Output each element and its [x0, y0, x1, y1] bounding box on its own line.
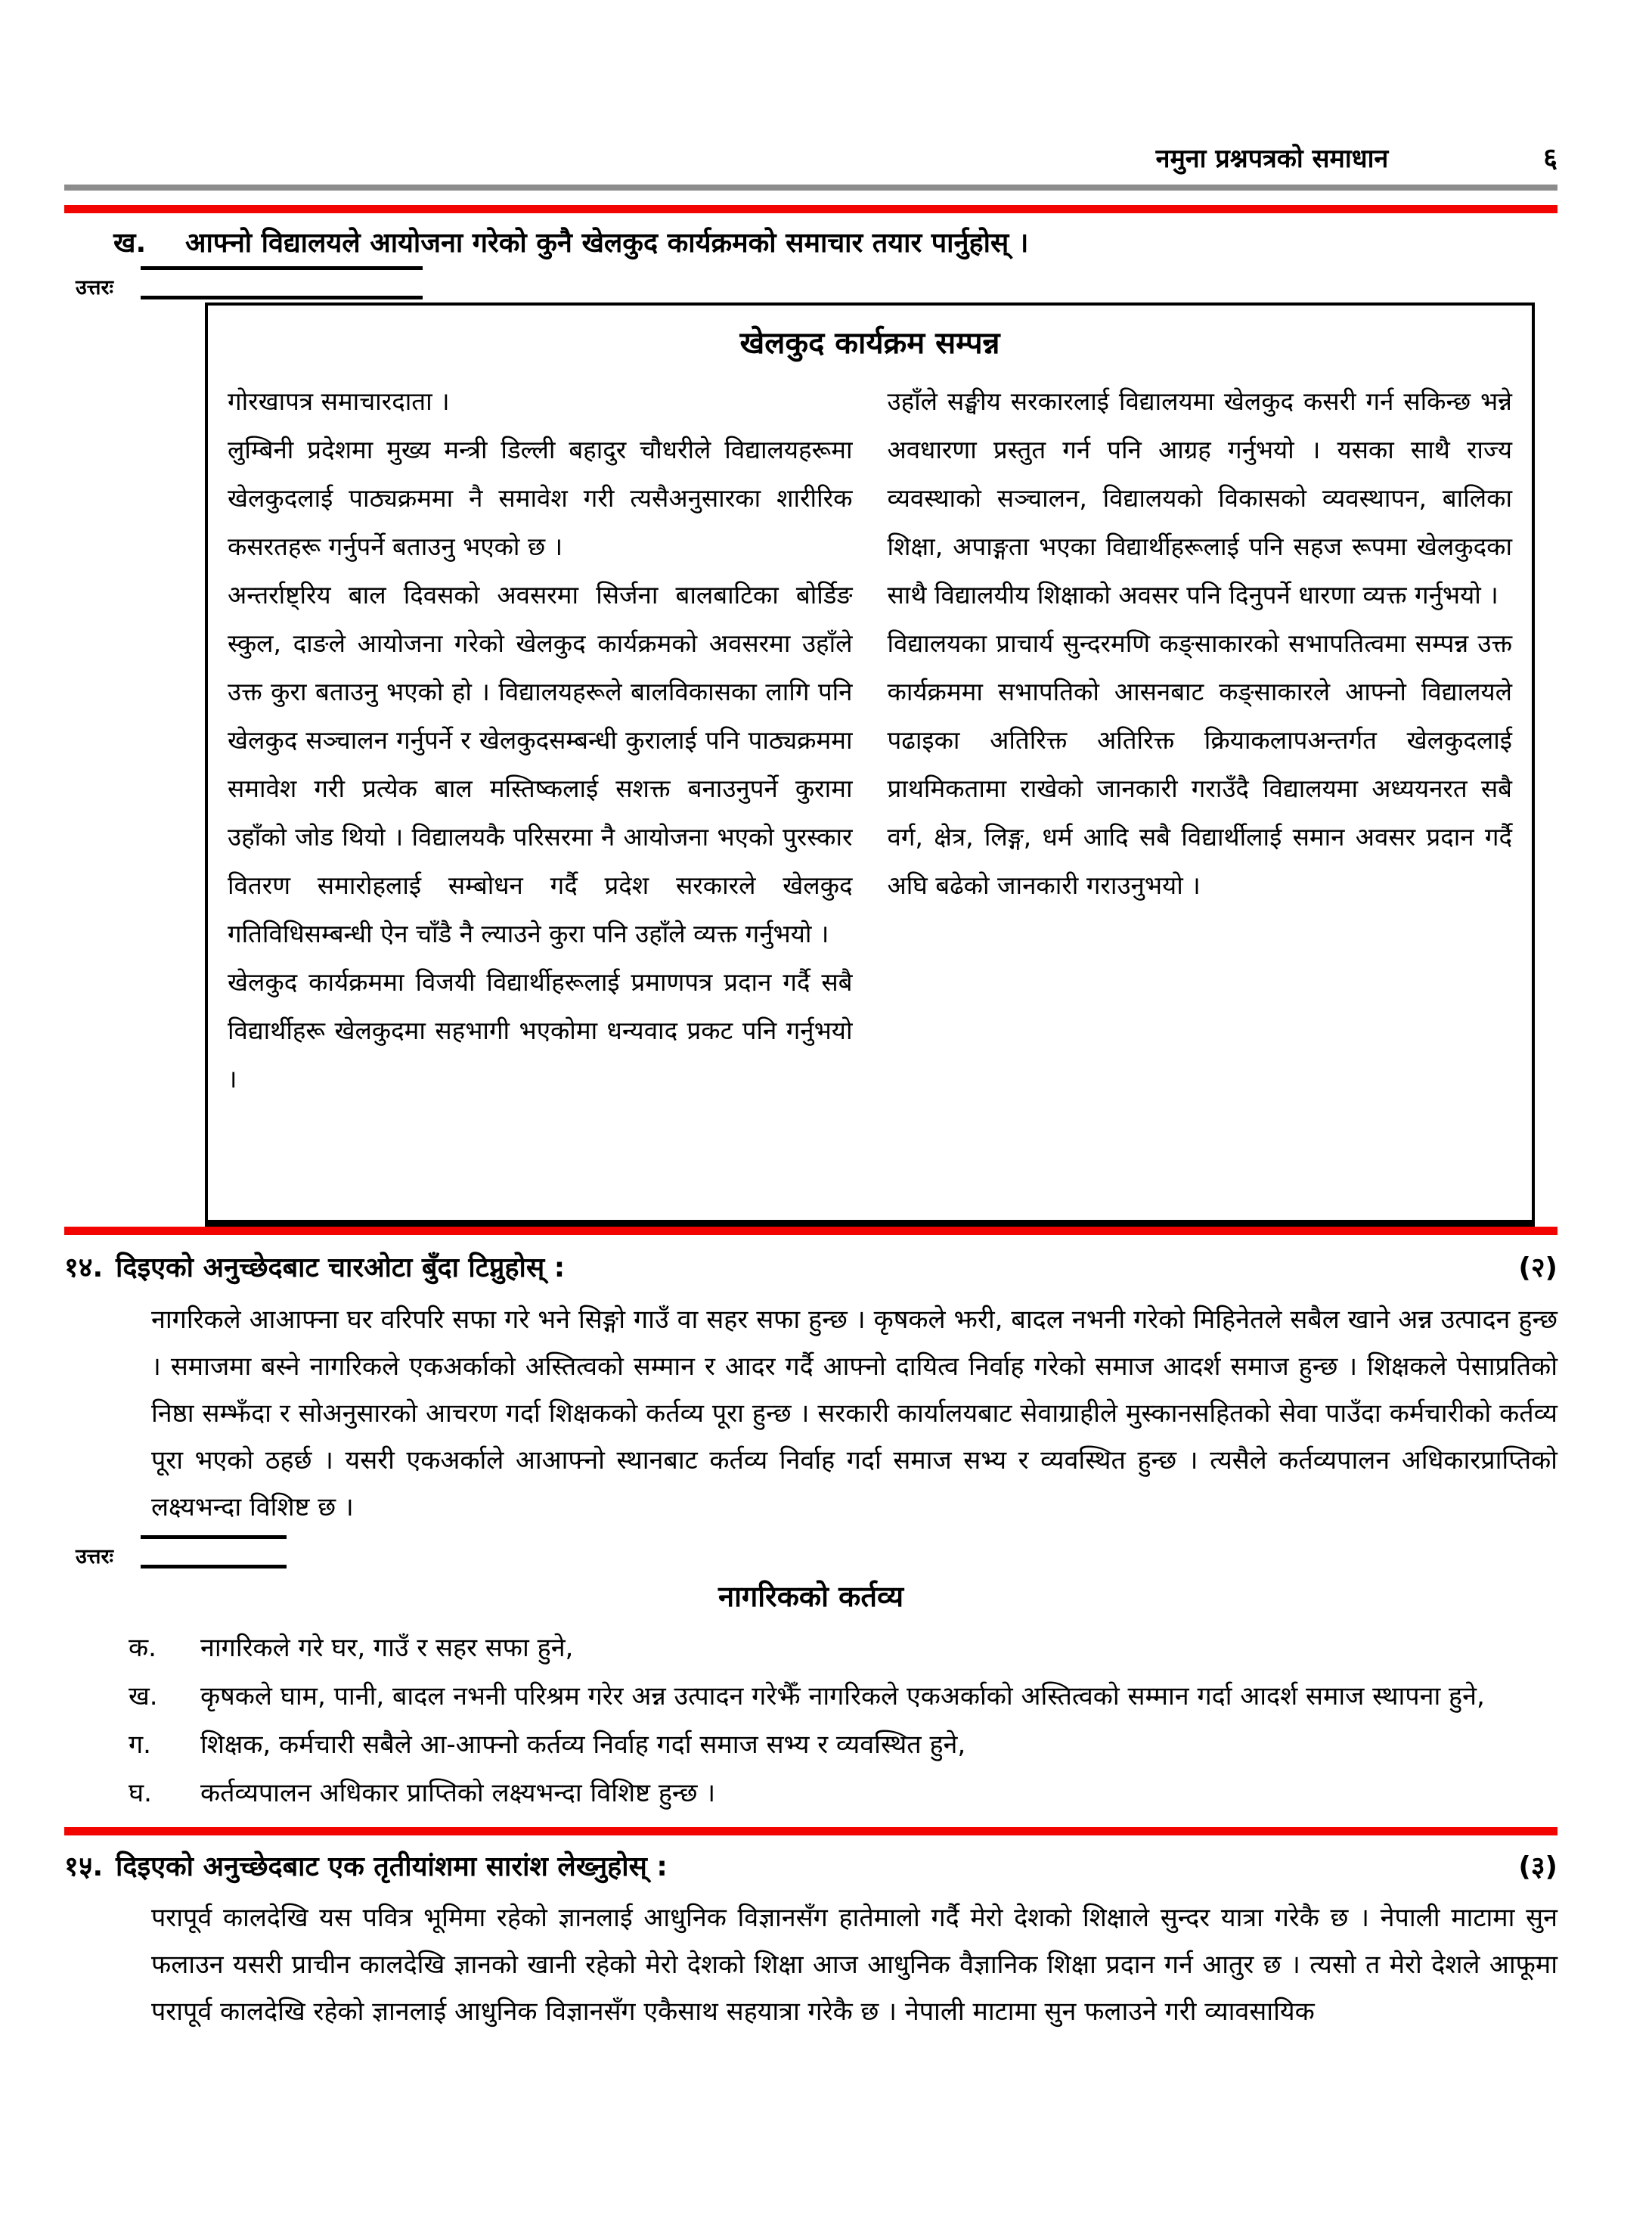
news-column-left [228, 377, 853, 1103]
point-text: शिक्षक, कर्मचारी सबैले आ-आफ्नो कर्तव्य निर्वाह गर्दा समाज सभ्य र व्यवस्थित हुने, [200, 1729, 966, 1760]
news-paragraph: विद्यालयका प्राचार्य सुन्दरमणि कङ्साकारको सभापतित्वमा सम्पन्न उक्त कार्यक्रममा सभापतिको आसनबाट कङ्साकारले आफ्नो विद्यालयले पढाइका अतिरिक्त अतिरिक्त क्रियाकलापअन्तर्गत खेलकुदलाई प्राथमिकतामा राखेको जानकारी गराउँदै विद्यालयमा अध्ययनरत सबै वर्ग, क्षेत्र, लिङ्ग, धर्म आदि सबै विद्यार्थीलाई समान अवसर प्रदान गर्दै अघि बढेको जानकारी गराउनुभयो । [887, 628, 1512, 901]
doc-title: नमुना प्रश्नपत्रको समाधान [1155, 144, 1389, 174]
answer-point [129, 1770, 1557, 1817]
question-14-marks: (२) [1518, 1252, 1557, 1284]
answer-point [129, 1624, 1557, 1671]
news-paragraph: अन्तर्राष्ट्रिय बाल दिवसको अवसरमा सिर्जना बालबाटिका बोर्डिङ स्कुल, दाङले आयोजना गरेको खेलकुद कार्यक्रमको अवसरमा उहाँले उक्त कुरा बताउनु भएको हो । विद्यालयहरूले बालविकासका लागि पनि खेलकुद सञ्चालन गर्नुपर्ने र खेलकुदसम्बन्धी कुरालाई पनि पाठ्यक्रममा समावेश गरी प्रत्येक बाल मस्तिष्कलाई सशक्त बनाउनुपर्ने कुरामा उहाँको जोड थियो । विद्यालयकै परिसरमा नै आयोजना भएको पुरस्कार वितरण समारोहलाई सम्बोधन गर्दै प्रदेश सरकारले खेलकुद गतिविधिसम्बन्धी ऐन चाँडै नै ल्याउने कुरा पनि उहाँले व्यक्त गर्नुभयो । [228, 580, 853, 949]
point-label: घ. [129, 1777, 152, 1808]
news-columns [228, 377, 1512, 1103]
news-paragraph: उहाँले सङ्घीय सरकारलाई विद्यालयमा खेलकुद कसरी गर्न सकिन्छ भन्ने अवधारणा प्रस्तुत गर्न पनि आग्रह गर्नुभयो । यसका साथै राज्य व्यवस्थाको सञ्चालन, विद्यालयको विकासको व्यवस्थापन, बालिका शिक्षा, अपाङ्गता भएका विद्यार्थीहरूलाई पनि सहज रूपमा खेलकुदका साथै विद्यालयीय शिक्षाको अवसर पनि दिनुपर्ने धारणा व्यक्त गर्नुभयो । [887, 386, 1512, 610]
point-label: ग. [129, 1729, 151, 1760]
point-text: कृषकले घाम, पानी, बादल नभनी परिश्रम गरेर अन्न उत्पादन गरेझैँ नागरिकले एकअर्काको अस्तित्वको सम्मान गर्दा आदर्श समाज स्थापना हुने, [200, 1680, 1485, 1711]
question-14-number: १४. [64, 1252, 104, 1284]
red-rule-top [64, 205, 1557, 213]
question-kha-text: आफ्नो विद्यालयले आयोजना गरेको कुनै खेलकुद कार्यक्रमको समाचार तयार पार्नुहोस् । [185, 227, 1029, 259]
question-14 [64, 1250, 1557, 1287]
answer-label-rule-bottom [141, 1565, 287, 1568]
news-paragraph: लुम्बिनी प्रदेशमा मुख्य मन्त्री डिल्ली बहादुर चौधरीले विद्यालयहरूमा खेलकुदलाई पाठ्यक्रममा नै समावेश गरी त्यसैअनुसारका शारीरिक कसरतहरू गर्नुपर्ने बताउनु भएको छ । [228, 435, 853, 562]
question-14-text: दिइएको अनुच्छेदबाट चारओटा बुँदा टिप्नुहोस् : [116, 1252, 566, 1284]
question-15-text: दिइएको अनुच्छेदबाट एक तृतीयांशमा सारांश लेख्नुहोस् : [116, 1851, 668, 1882]
answer-label-block [76, 266, 1557, 299]
question-kha-number: ख. [113, 227, 147, 259]
passage-14: नागरिकले आआफ्ना घर वरिपरि सफा गरे भने सिङ्गो गाउँ वा सहर सफा हुन्छ । कृषकले झरी, बादल नभनी गरेको मिहिनेतले सबैल खाने अन्न उत्पादन हुन्छ । समाजमा बस्ने नागरिकले एकअर्काको अस्तित्वको सम्मान र आदर गर्दै आफ्नो दायित्व निर्वाह गरेको समाज आदर्श समाज हुन्छ । शिक्षकले पेसाप्रतिको निष्ठा सम्झँदा र सोअनुसारको आचरण गर्दा शिक्षकको कर्तव्य पूरा हुन्छ । सरकारी कार्यालयबाट सेवाग्राहीले मुस्कानसहितको सेवा पाउँदा कर्मचारीको कर्तव्य पूरा भएको ठहर्छ । यसरी एकअर्काले आआफ्नो स्थानबाट कर्तव्य निर्वाह गर्दा समाज सभ्य र व्यवस्थित हुन्छ । त्यसैले कर्तव्यपालन अधिकारप्राप्तिको लक्ष्यभन्दा विशिष्ट छ । [151, 1304, 1557, 1522]
point-text: कर्तव्यपालन अधिकार प्राप्तिको लक्ष्यभन्दा विशिष्ट हुन्छ । [200, 1777, 716, 1808]
gray-rule [64, 185, 1557, 191]
answer-label-rule-top [141, 266, 423, 270]
answer-point [129, 1673, 1557, 1720]
point-text: नागरिकले गरे घर, गाउँ र सहर सफा हुने, [200, 1632, 574, 1663]
running-header [64, 144, 1557, 174]
answer-label: उत्तरः [76, 1544, 113, 1568]
news-byline: गोरखापत्र समाचारदाता । [228, 386, 450, 417]
answer-label-rule-bottom [141, 296, 423, 299]
red-rule-before-q15 [64, 1827, 1557, 1835]
point-label: क. [129, 1632, 157, 1663]
page-number: ६ [1543, 143, 1557, 174]
question-kha [64, 225, 1557, 262]
answer-label-rule-top [141, 1535, 287, 1539]
question-15-marks: (३) [1518, 1851, 1557, 1882]
answer-point [129, 1721, 1557, 1768]
answer-heading: नागरिकको कर्तव्य [718, 1579, 904, 1613]
news-paragraph: खेलकुद कार्यक्रममा विजयी विद्यार्थीहरूलाई प्रमाणपत्र प्रदान गर्दै सबै विद्यार्थीहरू खेलकुदमा सहभागी भएकोमा धन्यवाद प्रकट पनि गर्नुभयो । [228, 967, 853, 1094]
point-label: ख. [129, 1680, 158, 1711]
question-15-number: १५. [64, 1851, 104, 1882]
answer-label: उत्तरः [76, 276, 113, 300]
answer-points [64, 1624, 1557, 1817]
news-column-right [888, 377, 1513, 1103]
red-rule-after-box [64, 1227, 1557, 1235]
passage-15: परापूर्व कालदेखि यस पवित्र भूमिमा रहेको ज्ञानलाई आधुनिक विज्ञानसँग हातेमालो गर्दै मेरो देशको शिक्षाले सुन्दर यात्रा गरेकै छ । नेपाली माटामा सुन फलाउन यसरी प्राचीन कालदेखि ज्ञानको खानी रहेको मेरो देशको शिक्षा आज आधुनिक वैज्ञानिक शिक्षा प्रदान गर्न आतुर छ । त्यसो त मेरो देशले आफूमा परापूर्व कालदेखि रहेको ज्ञानलाई आधुनिक विज्ञानसँग एकैसाथ सहयात्रा गरेकै छ । नेपाली माटामा सुन फलाउने गरी व्यावसायिक [151, 1903, 1557, 2028]
news-box [205, 303, 1535, 1227]
question-15 [64, 1849, 1557, 1886]
answer-label-block [76, 1535, 1557, 1568]
news-box-title: खेलकुद कार्यक्रम सम्पन्न [739, 326, 1000, 361]
